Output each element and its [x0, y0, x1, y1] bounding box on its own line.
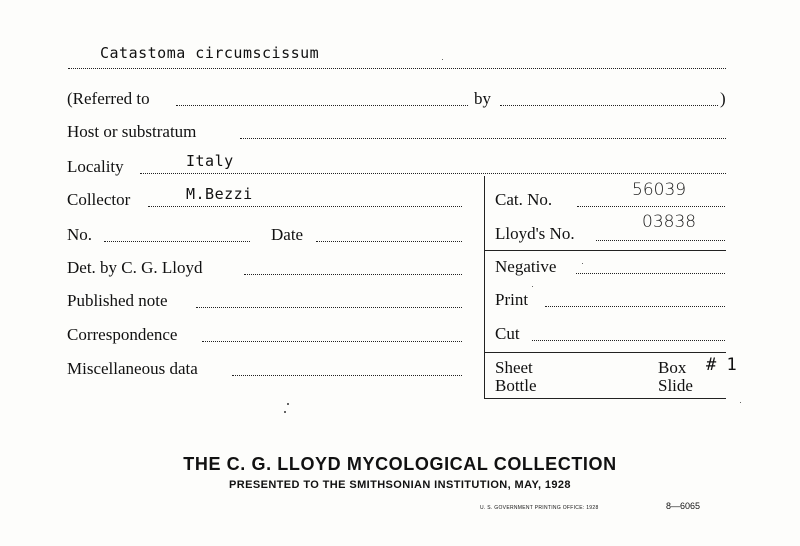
collector-label: Collector: [67, 190, 131, 209]
det-line: [244, 274, 462, 275]
negative-label: Negative: [495, 257, 557, 276]
collection-title: THE C. G. LLOYD MYCOLOGICAL COLLECTION: [183, 454, 617, 474]
misc-label: Miscellaneous data: [67, 359, 198, 378]
published-label: Published note: [67, 291, 168, 310]
lloyds-no-value: 03838: [642, 212, 697, 232]
close-paren: ): [720, 89, 726, 108]
scan-speck: [287, 403, 289, 405]
by-label: by: [474, 89, 491, 108]
collection-subtitle: PRESENTED TO THE SMITHSONIAN INSTITUTION, MAY, 1928: [229, 479, 571, 491]
published-line: [196, 307, 462, 308]
host-label: Host or substratum: [67, 122, 197, 141]
scan-speck: [442, 59, 443, 60]
print-line: [545, 306, 725, 307]
det-label: Det. by C. G. Lloyd: [67, 258, 203, 277]
form-number: 8—6065: [666, 501, 701, 511]
scan-speck: [740, 402, 741, 403]
correspondence-label: Correspondence: [67, 325, 178, 344]
cat-no-label: Cat. No.: [495, 190, 553, 209]
cat-no-value: 56039: [632, 180, 687, 200]
negative-line: [576, 273, 725, 274]
collector-value: M.Bezzi: [186, 185, 253, 203]
referred-to-label: (Referred to: [67, 89, 150, 108]
locality-line: [140, 173, 726, 174]
referred-to-line: [176, 105, 468, 106]
locality-label: Locality: [67, 157, 124, 176]
date-line: [316, 241, 462, 242]
print-label: Print: [495, 290, 529, 309]
no-label: No.: [67, 225, 93, 244]
box-rule-2: [484, 352, 726, 353]
cut-line: [532, 340, 725, 341]
no-line: [104, 241, 250, 242]
host-line: [240, 138, 726, 139]
cut-label: Cut: [495, 324, 520, 343]
collector-line: [148, 206, 462, 207]
misc-line: [232, 375, 462, 376]
scan-speck: [532, 286, 533, 287]
scan-speck: [284, 411, 286, 413]
by-line: [500, 105, 718, 106]
scan-speck: [582, 263, 583, 264]
correspondence-line: [202, 341, 462, 342]
box-bottom-rule: [484, 398, 726, 399]
date-label: Date: [271, 225, 304, 244]
specimen-name-line: [68, 68, 726, 69]
slide-label: Slide: [658, 376, 693, 395]
bottle-label: Bottle: [495, 376, 537, 395]
box-left-rule: [484, 176, 485, 398]
specimen-name: Catastoma circumscissum: [100, 44, 320, 62]
box-value: # 1: [706, 355, 737, 375]
cat-no-line: [577, 206, 725, 207]
box-rule-1: [484, 250, 726, 251]
lloyds-no-line: [596, 240, 725, 241]
locality-value: Italy: [186, 152, 234, 170]
lloyds-no-label: Lloyd's No.: [495, 224, 575, 243]
sheet-label: Sheet: [495, 358, 533, 377]
box-label: Box: [658, 358, 687, 377]
printing-office: U. S. GOVERNMENT PRINTING OFFICE: 1928: [480, 505, 599, 511]
